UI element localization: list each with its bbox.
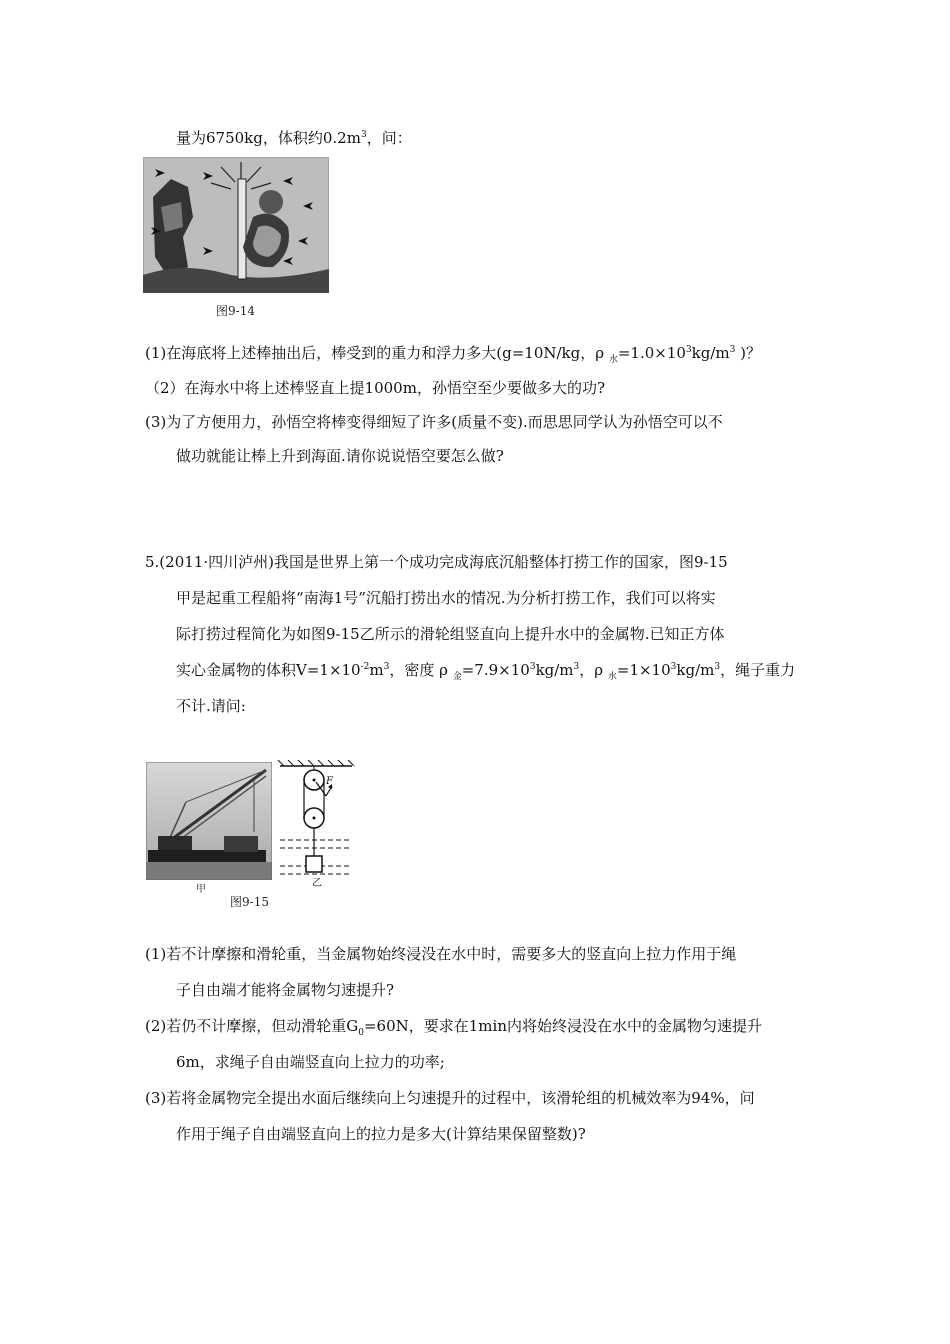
figure-9-15-caption: 图9-15 <box>230 895 269 909</box>
superscript: 3 <box>714 662 721 672</box>
subscript: 0 <box>358 1028 364 1038</box>
superscript: 3 <box>729 345 736 355</box>
text-run: =1.0×10 <box>617 344 686 362</box>
text-run: =60N，要求在1min内将始终浸没在水中的金属物匀速提升 <box>363 1017 762 1035</box>
text-run: kg/m <box>691 344 730 362</box>
text-run: =7.9×10 <box>461 661 530 679</box>
q5-stem-line3: 际打捞过程简化为如图9-15乙所示的滑轮组竖直向上提升水中的金属物.已知正方体 <box>176 625 725 643</box>
text-run: =1×10 <box>616 661 671 679</box>
text-run: (2)若仍不计摩擦，但动滑轮重G <box>145 1017 359 1035</box>
q4-part2: （2）在海水中将上述棒竖直上提1000m，孙悟空至少要做多大的功? <box>145 379 605 397</box>
q5-part3-line1: (3)若将金属物完全提出水面后继续向上匀速提升的过程中，该滑轮组的机械效率为94%，问 <box>145 1089 755 1107</box>
figure-9-15-label-yi: 乙 <box>312 878 322 889</box>
subscript: 水 <box>608 355 618 365</box>
intro-text: 量为6750kg，体积约0.2m <box>176 129 361 147</box>
figure-9-15-pulley-diagram <box>276 760 356 889</box>
q5-part2-line2: 6m，求绳子自由端竖直向上拉力的功率; <box>176 1053 445 1071</box>
text-run: ，ρ <box>579 661 608 679</box>
q4-part3-line2: 做功就能让棒上升到海面.请你说说悟空要怎么做? <box>176 447 504 465</box>
text-run: 实心金属物的体积V=1×10 <box>176 661 361 679</box>
q4-part3-line1: (3)为了方便用力，孙悟空将棒变得细短了许多(质量不变).而思思同学认为孙悟空可以不 <box>145 413 723 431</box>
subscript: 金 <box>452 672 462 682</box>
intro-line <box>176 128 412 148</box>
intro-text: ，问： <box>366 129 412 147</box>
q5-stem-line4 <box>176 660 795 680</box>
text-run: m <box>369 661 384 679</box>
superscript: 3 <box>360 130 367 140</box>
superscript: 3 <box>685 345 692 355</box>
text-run: kg/m <box>535 661 574 679</box>
figure-9-14-image <box>143 157 329 293</box>
figure-9-15-label-jia: 甲 <box>196 884 206 895</box>
q5-stem-line1: 5.(2011·四川泸州)我国是世界上第一个成功完成海底沉船整体打捞工作的国家，图9-15 <box>145 553 728 571</box>
text-run: kg/m <box>676 661 715 679</box>
figure-9-14-caption: 图9-14 <box>216 304 255 318</box>
q5-stem-line5: 不计.请问: <box>176 697 246 715</box>
subscript: 水 <box>607 672 617 682</box>
superscript: 3 <box>529 662 536 672</box>
force-label-f: F <box>326 776 333 787</box>
superscript: 3 <box>670 662 677 672</box>
superscript: -2 <box>360 662 370 672</box>
q5-part1-line1: (1)若不计摩擦和滑轮重，当金属物始终浸没在水中时，需要多大的竖直向上拉力作用于绳 <box>145 945 737 963</box>
figure-9-15-crane-photo <box>146 762 272 880</box>
q5-part3-line2: 作用于绳子自由端竖直向上的拉力是多大(计算结果保留整数)? <box>176 1125 586 1143</box>
superscript: 3 <box>573 662 580 672</box>
q5-part2-line1 <box>145 1016 762 1036</box>
q5-stem-line2: 甲是起重工程船将“南海1号”沉船打捞出水的情况.为分析打捞工作，我们可以将实 <box>176 589 716 607</box>
superscript: 3 <box>383 662 390 672</box>
q5-part1-line2: 子自由端才能将金属物匀速提升? <box>176 981 395 999</box>
q4-part1 <box>145 343 761 363</box>
text-run: )？ <box>735 344 761 362</box>
text-run: ，绳子重力 <box>720 661 796 679</box>
text-run: (1)在海底将上述棒抽出后，棒受到的重力和浮力多大(g=10N/kg，ρ <box>145 344 609 362</box>
text-run: ，密度 ρ <box>389 661 453 679</box>
